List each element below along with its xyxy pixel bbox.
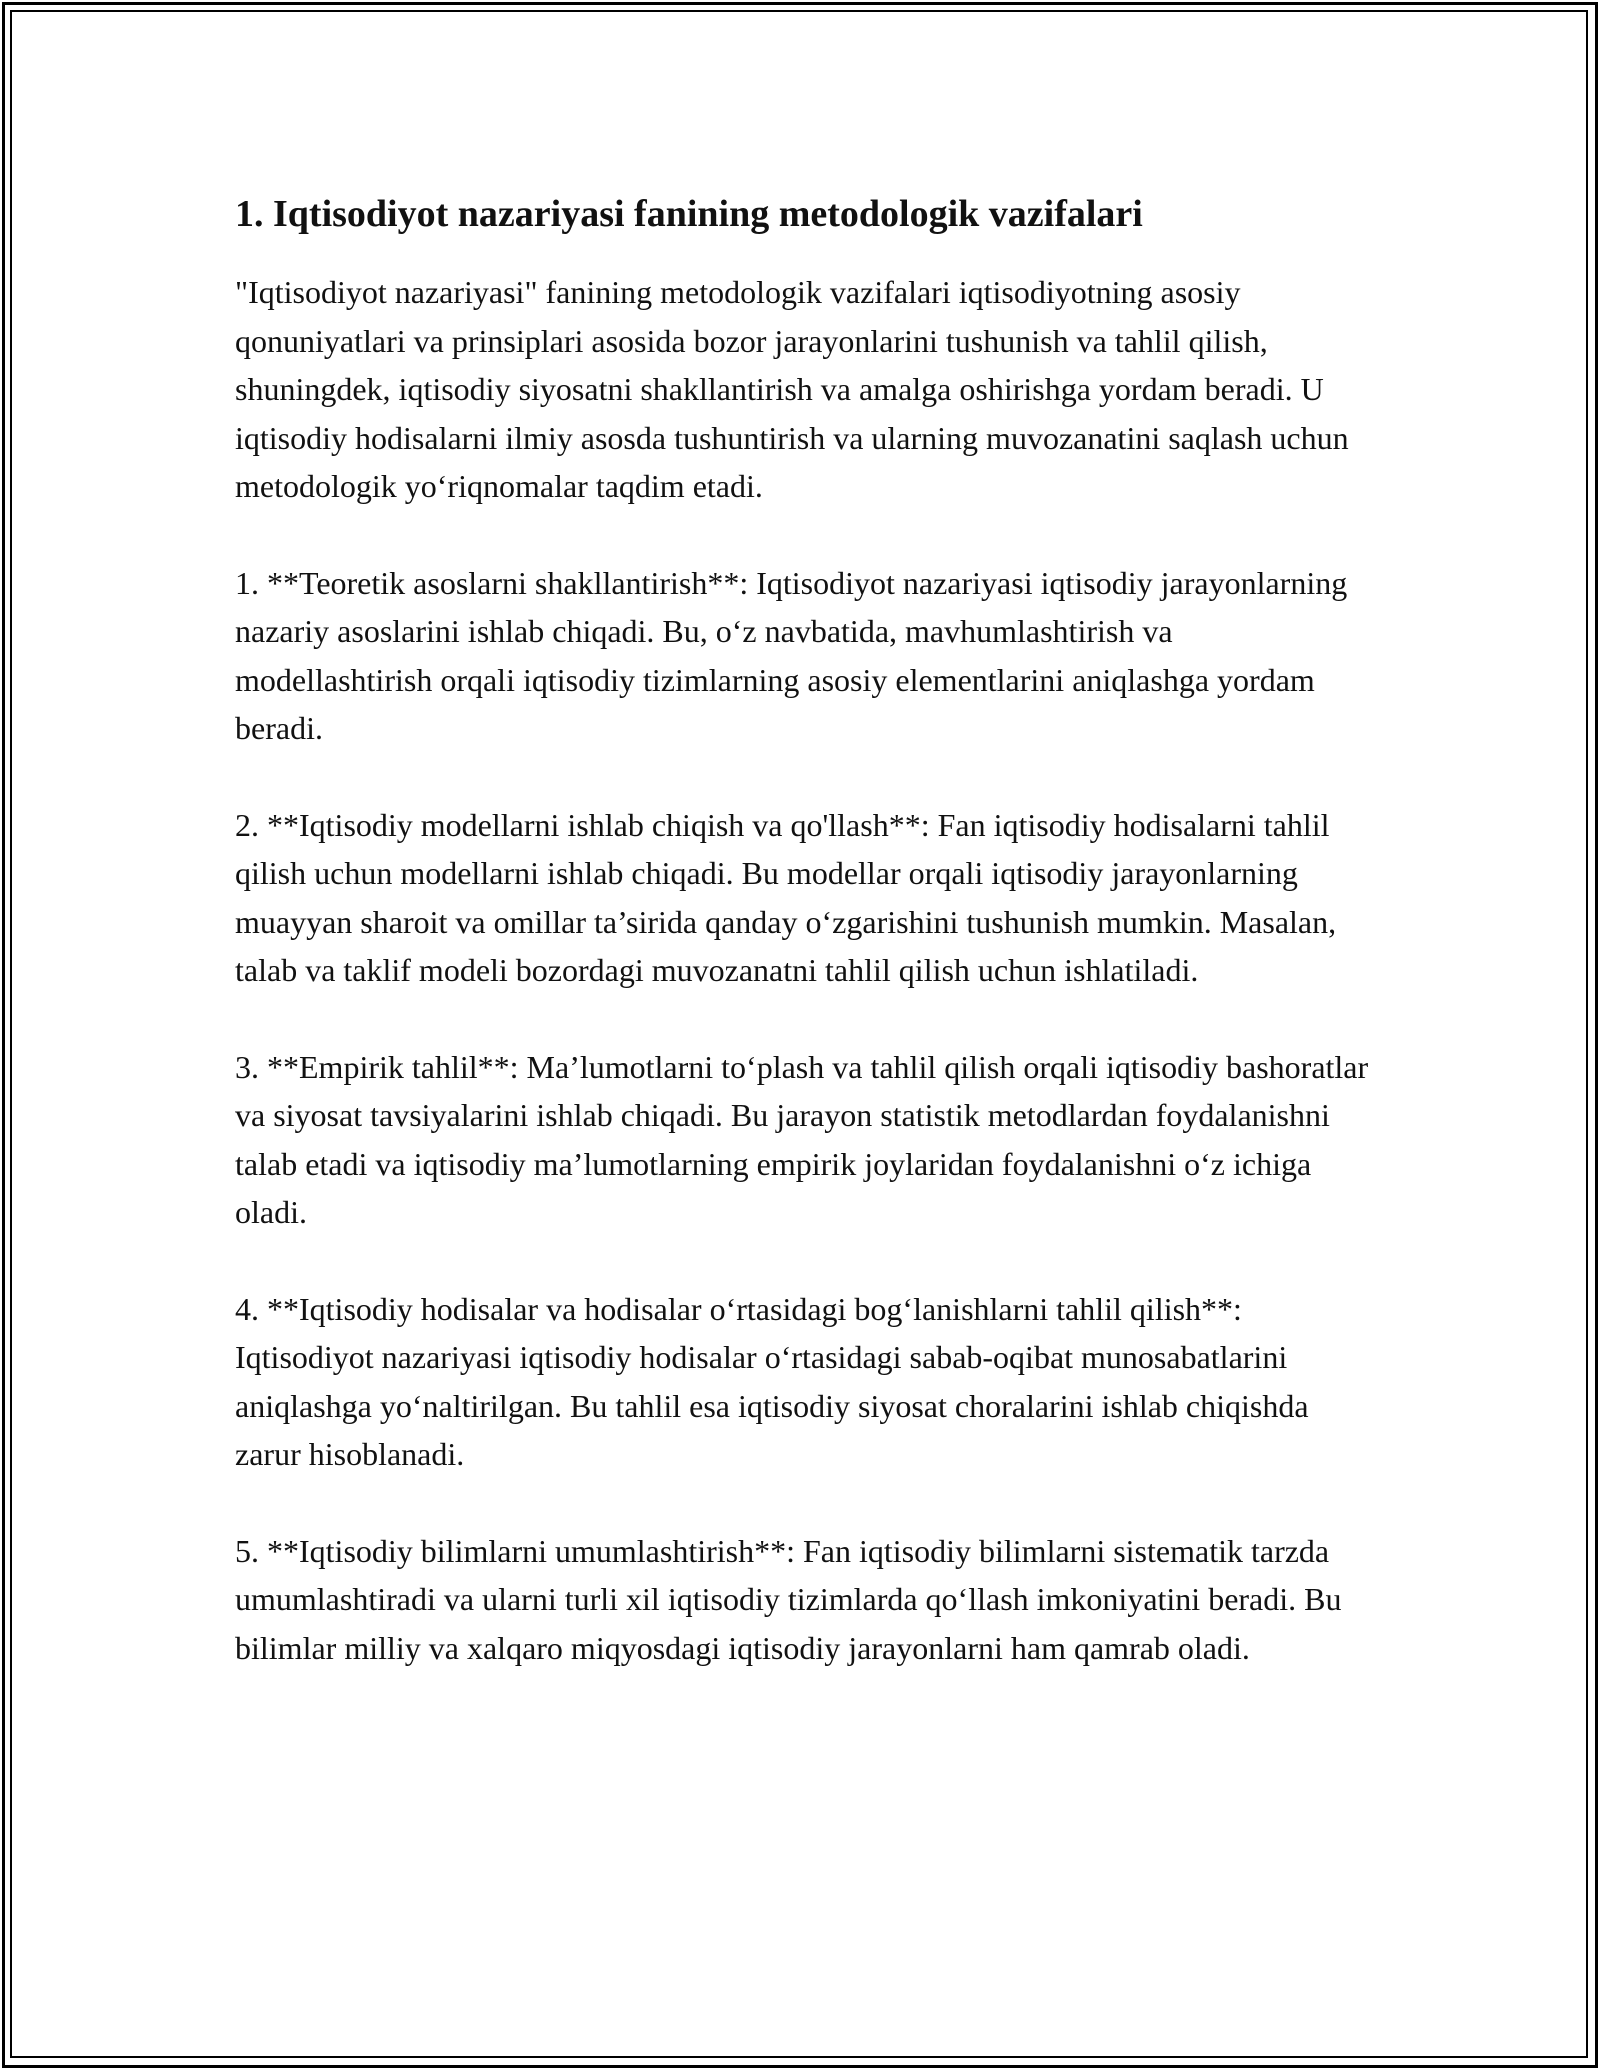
document-title: 1. Iqtisodiyot nazariyasi fanining metodologik vazifalari	[235, 193, 1143, 235]
point-2-paragraph: 2. **Iqtisodiy modellarni ishlab chiqish va qo'llash**: Fan iqtisodiy hodisalarni tahlil qilish uchun modellarni ishlab chiqadi. Bu modellar orqali iqtisodiy jarayonlarning muayyan sharoit va omillar ta’sirida qanday o‘zgarishini tushunish mumkin. Masalan, talab va taklif modeli bozordagi muvozanatni tahlil qilish uchun ishlatiladi.	[235, 806, 1337, 988]
point-5-paragraph: 5. **Iqtisodiy bilimlarni umumlashtirish**: Fan iqtisodiy bilimlarni sistematik tarzda umumlashtiradi va ularni turli xil iqtisodiy tizimlarda qo‘llash imkoniyatini beradi. Bu bilimlar milliy va xalqaro miqyosdagi iqtisodiy jarayonlarni ham qamrab oladi.	[235, 1532, 1342, 1666]
intro-paragraph: "Iqtisodiyot nazariyasi" fanining metodologik vazifalari iqtisodiyotning asosiy qonuniyatlari va prinsiplari asosida bozor jarayonlarini tushunish va tahlil qilish, shuningdek, iqtisodiy siyosatni shakllantirish va amalga oshirishga yordam beradi. U iqtisodiy hodisalarni ilmiy asosda tushuntirish va ularning muvozanatini saqlash uchun metodologik yo‘riqnomalar taqdim etadi.	[235, 274, 1349, 504]
document-body	[235, 188, 1375, 1720]
point-3-paragraph: 3. **Empirik tahlil**: Ma’lumotlarni to‘plash va tahlil qilish orqali iqtisodiy bashoratlar va siyosat tavsiyalarini ishlab chiqadi. Bu jarayon statistik metodlardan foydalanishni talab etadi va iqtisodiy ma’lumotlarning empirik joylaridan foydalanishni o‘z ichiga oladi.	[235, 1048, 1369, 1230]
point-4-paragraph: 4. **Iqtisodiy hodisalar va hodisalar o‘rtasidagi bog‘lanishlarni tahlil qilish**: Iqtisodiyot nazariyasi iqtisodiy hodisalar o‘rtasidagi sabab-oqibat munosabatlarini aniqlashga yo‘naltirilgan. Bu tahlil esa iqtisodiy siyosat choralarini ishlab chiqishda zarur hisoblanadi.	[235, 1290, 1309, 1472]
point-1-paragraph: 1. **Teoretik asoslarni shakllantirish**: Iqtisodiyot nazariyasi iqtisodiy jarayonlarning nazariy asoslarini ishlab chiqadi. Bu, o‘z navbatida, mavhumlashtirish va modellashtirish orqali iqtisodiy tizimlarning asosiy elementlarini aniqlashga yordam beradi.	[235, 564, 1348, 746]
